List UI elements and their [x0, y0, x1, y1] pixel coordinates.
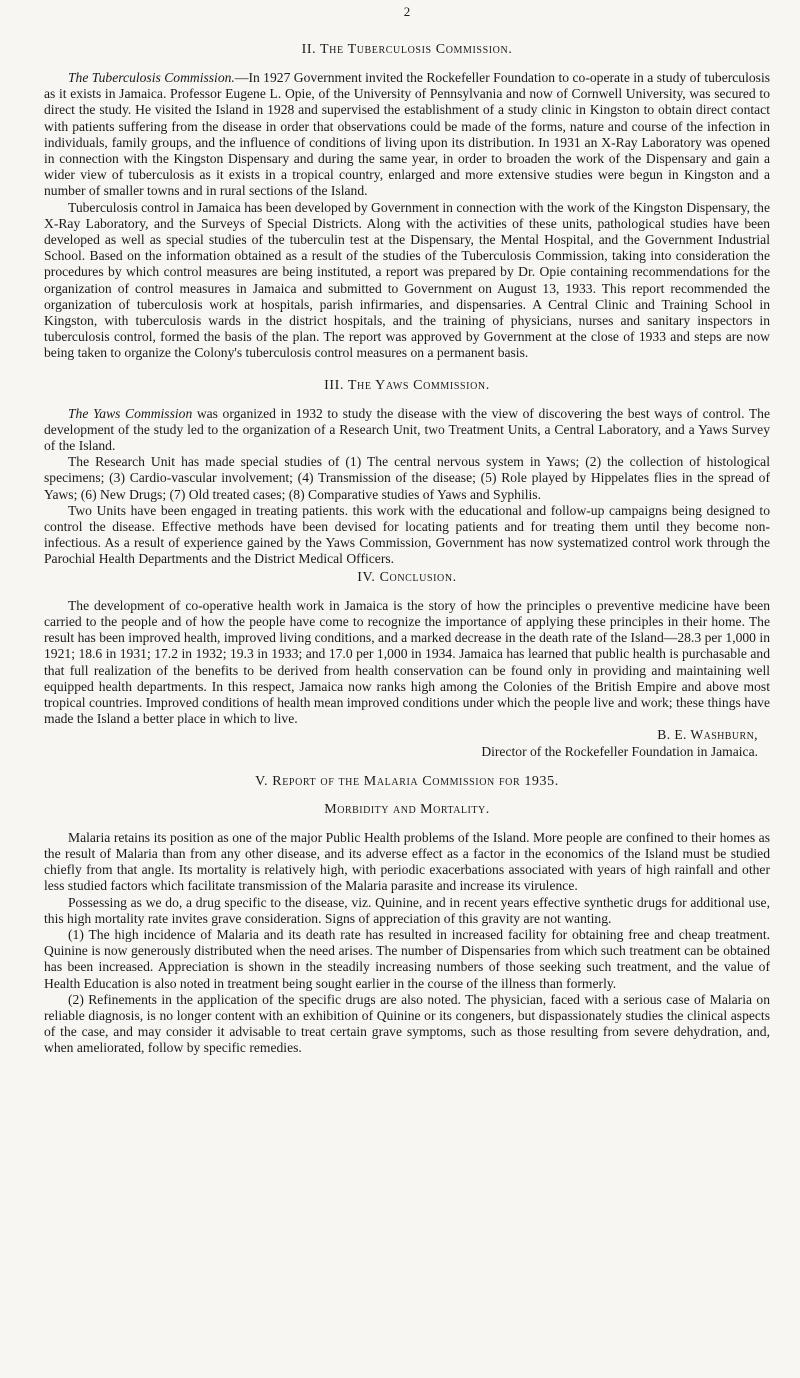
yaws-paragraph-2: The Research Unit has made special studies of (1) The central nervous system in Yaws; (2) the collection of histological specimens; (3) Cardio-vascular involvement; (4) Transmission of the disease; (5) Role played by Hippelates flies in the spread of Yaws; (6) New Drugs; (7) Old treated cases; (8) Comparative studies of Yaws and Syphilis.	[44, 454, 770, 502]
conclusion-paragraph: The development of co-operative health work in Jamaica is the story of how the principles o preventive medicine have been carried to the people and of how the people have come to recognize the importance of applying these principles in their home. The result has been improved health, improved living conditions, and a marked decrease in the death rate of the Island—28.3 per 1,000 in 1921; 18.6 in 1931; 17.2 in 1932; 19.3 in 1933; and 17.0 per 1,000 in 1934. Jamaica has learned that public health is purchasable and that full realization of the benefits to be derived from health conservation can be found only in providing and maintaining well equipped health departments. In this respect, Jamaica now ranks high among the Colonies of the British Empire and above most tropical countries. Improved conditions of health mean improved conditions under which the people live and work; these things have made the Island a better place in which to live.	[44, 597, 770, 727]
tuberculosis-paragraph-1	[44, 70, 770, 200]
yaws-paragraph-3: Two Units have been engaged in treating patients. this work with the educational and follow-up campaigns being designed to control the disease. Effective methods have been devised for locating patients and for treating them until they become non-infectious. As a result of experience gained by the Yaws Commission, Government has now systematized control work through the Parochial Health Departments and the District Medical Officers.	[44, 502, 770, 567]
signature-title: Director of the Rockefeller Foundation in Jamaica.	[481, 743, 758, 759]
yaws-text-1: was organized in 1932 to study the disease with the view of discovering the best ways of control. The development of the study led to the organization of a Research Unit, two Treatment Units, a Central Laboratory, and a Yaws Survey of the Island.	[44, 405, 770, 454]
yaws-lead: The Yaws Commission	[68, 405, 193, 421]
page-number: 2	[403, 4, 411, 19]
section-heading-conclusion: IV. Conclusion.	[357, 569, 457, 585]
section-heading-tuberculosis: II. The Tuberculosis Commission.	[301, 42, 513, 57]
malaria-paragraph-2: Possessing as we do, a drug specific to the disease, viz. Quinine, and in recent years effective synthetic drugs for additional use, this high mortality rate invites grave consideration. Signs of appreciation of this gravity are not wanting.	[44, 894, 770, 926]
malaria-paragraph-4: (2) Refinements in the application of the specific drugs are also noted. The physician, faced with a serious case of Malaria on reliable diagnosis, is no longer content with an exhibition of Quinine or its congeners, but dispassionately studies the clinical aspects of the case, and may consider it advisable to treat certain grave symptoms, such as those resulting from severe dehydration, and, when ameliorated, follow by specific remedies.	[44, 991, 770, 1056]
malaria-paragraph-3: (1) The high incidence of Malaria and its death rate has resulted in increased facility for obtaining free and cheap treatment. Quinine is now generously distributed when the need arises. The number of Dispensaries from which such treatment can be obtained has been increased. Appreciation is shown in the steadily increasing numbers of those seeking such treatment, and the value of Health Education is also noted in treatment being sought earlier in the course of the illness than formerly.	[44, 926, 770, 991]
tuberculosis-text-1: —In 1927 Government invited the Rockefeller Foundation to co-operate in a study of tuberculosis as it exists in Jamaica. Professor Eugene L. Opie, of the University of Pennsylvania and now of Cornwell University, was secured to direct the study. He visited the Island in 1928 and supervised the establishment of a study clinic in Kingston to obtain direct contact with patients suffering from the disease in order that observations could be made of the forms, nature and course of the infection in individuals, family groups, and the influence of conditions of living upon its distribution. In 1931 an X-Ray Laboratory was opened in connection with the Kingston Dispensary and during the same year, in order to broaden the work of the Dispensary and gain a wider view of tuberculosis as it exists in a tropical country, enlarged and more extensive studies were begun in Kingston and a number of smaller towns and in rural sections of the Island.	[44, 70, 771, 199]
signature-name: B. E. Washburn,	[657, 727, 758, 743]
tuberculosis-lead: The Tuberculosis Commission.	[68, 70, 235, 85]
subheading-morbidity: Morbidity and Mortality.	[324, 801, 490, 817]
malaria-paragraph-1: Malaria retains its position as one of the major Public Health problems of the Island. More people are confined to their homes as the result of Malaria than from any other disease, and its adverse effect as a factor in the economics of the Island must be studied chiefly from that angle. Its mortality is relatively high, with periodic exacerbations associated with years of high rainfall and other less studied factors which facilitate transmission of the Malaria parasite and increase its virulence.	[44, 829, 770, 894]
yaws-paragraph-1	[44, 406, 770, 455]
signature-block	[44, 727, 770, 759]
section-heading-malaria: V. Report of the Malaria Commission for 1935.	[255, 773, 559, 789]
tuberculosis-paragraph-2: Tuberculosis control in Jamaica has been developed by Government in connection with the work of the Kingston Dispensary, the X-Ray Laboratory, and the Surveys of Special Districts. Along with the activities of these units, pathological studies have been developed as well as special studies of the tuberculin test at the Dispensary, the Mental Hospital, and the Government Industrial School. Based on the information obtained as a result of the studies of the Tuberculosis Commission, taking into consideration the procedures by which control measures are being instituted, a report was prepared by Dr. Opie containing recommendations for the organization of control measures in Jamaica and submitted to Government on August 13, 1933. This report recommended the organization of tuberculosis work at hospitals, parish infirmaries, and dispensaries. A Central Clinic and Training School in Kingston, with tuberculosis wards in the district hospitals, and the training of physicians, nurses and sanitary inspectors in tuberculosis control, formed the basis of the plan. The report was approved by Government at the close of 1933 and steps are now being taken to organize the Colony's tuberculosis control measures on a permanent basis.	[44, 199, 770, 361]
section-heading-yaws: III. The Yaws Commission.	[324, 377, 490, 393]
